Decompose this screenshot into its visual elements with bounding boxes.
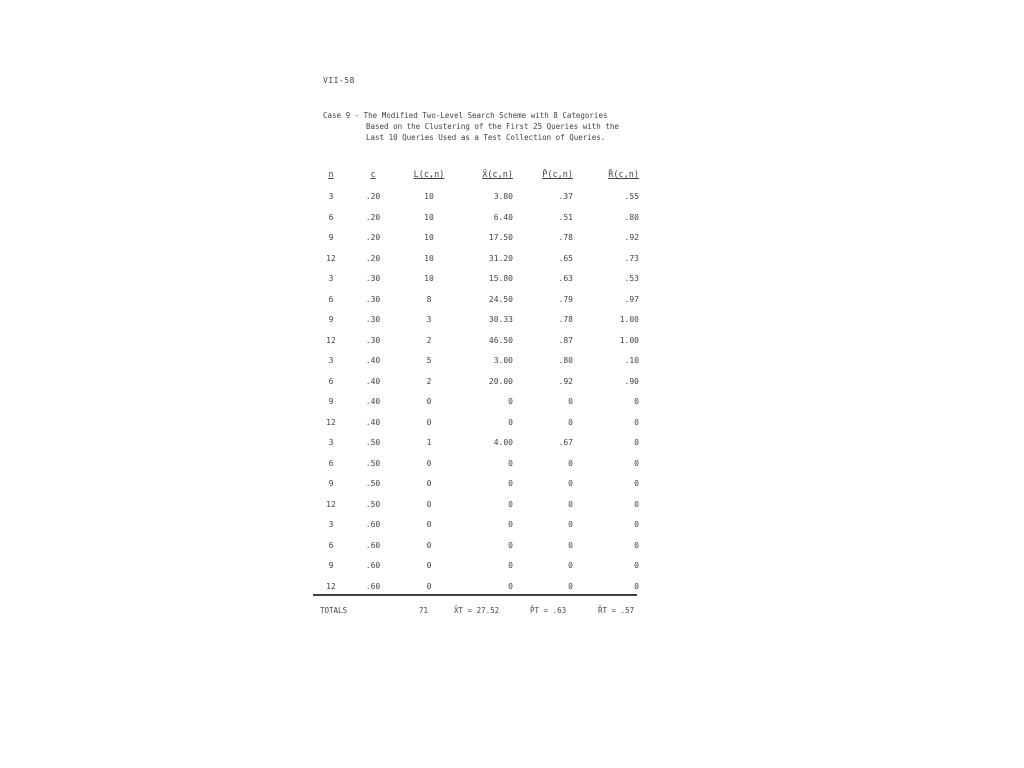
cell-x: 3.00 — [493, 356, 513, 365]
cell-n: 3 — [328, 438, 334, 447]
cell-l: 10 — [424, 192, 434, 201]
cell-n: 12 — [326, 253, 336, 263]
table-row — [313, 213, 653, 227]
table-row — [313, 479, 653, 493]
cell-l: 0 — [426, 540, 432, 550]
table-row — [313, 192, 653, 206]
cell-p: 0 — [568, 499, 573, 509]
table-row — [313, 274, 653, 288]
cell-x: 0 — [508, 520, 513, 529]
cell-p: .78 — [558, 315, 573, 324]
totals-label: TOTALS — [320, 606, 348, 615]
header-x: X̄(c,n) — [482, 170, 513, 180]
table-row — [313, 336, 653, 350]
cell-l: 0 — [426, 561, 432, 570]
cell-r: .73 — [624, 253, 639, 263]
totals-x: X̄T = 27.52 — [454, 606, 500, 615]
header-p: P̄(c,n) — [542, 170, 573, 180]
cell-r: 0 — [634, 397, 639, 406]
cell-n: 9 — [328, 233, 334, 242]
cell-r: 0 — [634, 458, 639, 468]
cell-p: .65 — [558, 253, 573, 263]
cell-p: .80 — [558, 356, 573, 365]
cell-x: 0 — [508, 561, 513, 570]
cell-p: .78 — [558, 233, 573, 242]
table-row — [313, 438, 653, 452]
cell-l: 0 — [426, 499, 432, 509]
cell-c: .20 — [365, 253, 381, 263]
cell-l: 0 — [426, 417, 432, 427]
cell-x: 0 — [508, 458, 513, 468]
cell-r: .80 — [624, 212, 639, 222]
cell-x: 31.20 — [488, 253, 513, 263]
cell-c: .40 — [365, 376, 381, 386]
caption-line-1: Case 9 - The Modified Two-Level Search Scheme with 8 Categories — [323, 111, 608, 120]
cell-p: .67 — [558, 438, 573, 447]
cell-x: 0 — [508, 479, 513, 488]
cell-c: .50 — [365, 479, 381, 488]
cell-c: .40 — [365, 417, 381, 427]
cell-c: .30 — [365, 274, 381, 283]
cell-c: .50 — [365, 438, 381, 447]
cell-r: 0 — [634, 520, 639, 529]
cell-p: 0 — [568, 561, 573, 570]
cell-p: 0 — [568, 458, 573, 468]
table-row — [313, 500, 653, 514]
cell-c: .30 — [365, 294, 381, 304]
cell-r: 0 — [634, 479, 639, 488]
table-row — [313, 315, 653, 329]
cell-x: 4.00 — [493, 438, 513, 447]
cell-n: 3 — [328, 192, 334, 201]
cell-n: 12 — [326, 417, 336, 427]
table-row — [313, 541, 653, 555]
cell-x: 6.40 — [493, 212, 513, 222]
cell-n: 6 — [328, 212, 334, 222]
cell-p: .37 — [558, 192, 573, 201]
cell-l: 10 — [424, 253, 434, 263]
cell-r: 1.00 — [619, 315, 639, 324]
caption-line-2: Based on the Clustering of the First 25 Queries with the — [366, 122, 619, 131]
cell-n: 6 — [328, 458, 334, 468]
caption-line-3: Last 10 Queries Used as a Test Collection of Queries. — [366, 133, 606, 142]
cell-p: .92 — [558, 376, 573, 386]
cell-r: .97 — [624, 294, 639, 304]
cell-r: 0 — [634, 540, 639, 550]
cell-n: 12 — [326, 581, 336, 591]
cell-l: 10 — [424, 233, 434, 242]
cell-n: 9 — [328, 561, 334, 570]
cell-l: 0 — [426, 479, 432, 488]
cell-l: 8 — [426, 294, 432, 304]
cell-p: 0 — [568, 397, 573, 406]
totals-row — [320, 606, 650, 620]
table-row — [313, 295, 653, 309]
cell-c: .60 — [365, 561, 381, 570]
cell-c: .40 — [365, 356, 381, 365]
cell-l: 10 — [424, 274, 434, 283]
cell-r: 0 — [634, 581, 639, 591]
cell-c: .20 — [365, 233, 381, 242]
cell-x: 0 — [508, 397, 513, 406]
cell-p: .63 — [558, 274, 573, 283]
cell-r: .53 — [624, 274, 639, 283]
cell-x: 30.33 — [488, 315, 513, 324]
cell-l: 0 — [426, 458, 432, 468]
table-row — [313, 356, 653, 370]
cell-r: 0 — [634, 417, 639, 427]
cell-n: 3 — [328, 356, 334, 365]
header-n: n — [328, 170, 334, 180]
cell-c: .40 — [365, 397, 381, 406]
cell-r: 0 — [634, 499, 639, 509]
cell-p: 0 — [568, 540, 573, 550]
header-l: L(c,n) — [413, 170, 445, 180]
cell-n: 9 — [328, 397, 334, 406]
cell-p: 0 — [568, 479, 573, 488]
cell-l: 0 — [426, 581, 432, 591]
table-header-row — [313, 170, 653, 184]
cell-r: 0 — [634, 438, 639, 447]
cell-p: 0 — [568, 417, 573, 427]
table-row — [313, 418, 653, 432]
cell-l: 1 — [426, 438, 432, 447]
cell-c: .20 — [365, 212, 381, 222]
cell-x: 0 — [508, 581, 513, 591]
cell-r: .90 — [624, 376, 639, 386]
table-row — [313, 377, 653, 391]
totals-p: P̄T = .63 — [530, 606, 567, 615]
cell-n: 6 — [328, 294, 334, 304]
totals-l: 71 — [419, 606, 429, 615]
table-row — [313, 459, 653, 473]
cell-r: .10 — [624, 356, 639, 365]
cell-l: 2 — [426, 376, 432, 386]
cell-x: 0 — [508, 499, 513, 509]
table-row — [313, 254, 653, 268]
cell-c: .60 — [365, 581, 381, 591]
totals-r: R̄T = .57 — [598, 606, 635, 615]
page-number: VII-58 — [323, 76, 355, 85]
cell-l: 5 — [426, 356, 432, 365]
cell-n: 12 — [326, 335, 336, 345]
cell-x: 17.50 — [488, 233, 513, 242]
table-row — [313, 397, 653, 411]
cell-x: 3.80 — [493, 192, 513, 201]
cell-l: 0 — [426, 520, 432, 529]
cell-l: 10 — [424, 212, 434, 222]
cell-p: 0 — [568, 520, 573, 529]
cell-n: 9 — [328, 315, 334, 324]
table-caption — [323, 110, 653, 143]
cell-n: 9 — [328, 479, 334, 488]
cell-l: 0 — [426, 397, 432, 406]
cell-c: .50 — [365, 458, 381, 468]
cell-p: .51 — [558, 212, 573, 222]
cell-r: .92 — [624, 233, 639, 242]
cell-n: 3 — [328, 274, 334, 283]
cell-x: 0 — [508, 540, 513, 550]
header-c: c — [370, 170, 376, 180]
cell-x: 15.80 — [488, 274, 513, 283]
cell-c: .60 — [365, 520, 381, 529]
table-row — [313, 561, 653, 575]
cell-r: .55 — [624, 192, 639, 201]
cell-p: .79 — [558, 294, 573, 304]
cell-n: 6 — [328, 376, 334, 386]
cell-c: .30 — [365, 315, 381, 324]
cell-x: 24.50 — [488, 294, 513, 304]
cell-n: 3 — [328, 520, 334, 529]
cell-r: 0 — [634, 561, 639, 570]
header-r: R̄(c,n) — [608, 170, 639, 180]
cell-l: 2 — [426, 335, 432, 345]
cell-p: 0 — [568, 581, 573, 591]
cell-c: .30 — [365, 335, 381, 345]
cell-r: 1.00 — [619, 335, 639, 345]
table-row — [313, 233, 653, 247]
cell-c: .60 — [365, 540, 381, 550]
cell-l: 3 — [426, 315, 432, 324]
cell-n: 12 — [326, 499, 336, 509]
cell-c: .50 — [365, 499, 381, 509]
cell-p: .87 — [558, 335, 573, 345]
cell-x: 20.00 — [488, 376, 513, 386]
cell-c: .20 — [365, 192, 381, 201]
cell-n: 6 — [328, 540, 334, 550]
cell-x: 46.50 — [488, 335, 513, 345]
table-row — [313, 520, 653, 534]
totals-rule — [313, 594, 637, 596]
cell-x: 0 — [508, 417, 513, 427]
